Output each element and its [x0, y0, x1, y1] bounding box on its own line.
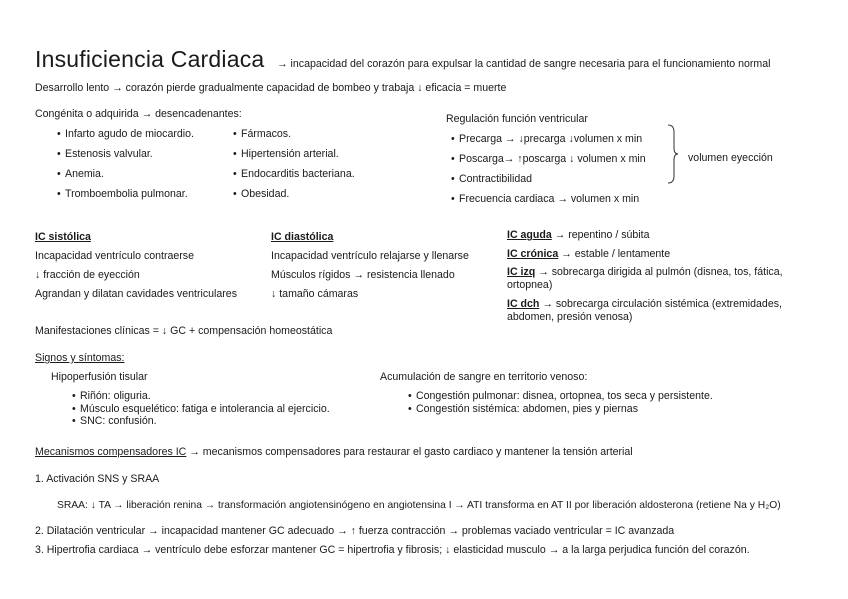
ic-type-desc: → sobrecarga dirigida al pulmón (disnea, tos, fática, ortopnea): [507, 266, 783, 291]
manifestations-line: Manifestaciones clínicas = ↓ GC + compensación homeostática: [35, 325, 333, 337]
causes-list-2: [233, 128, 355, 208]
brace-label: volumen eyección: [688, 152, 773, 164]
list-item: • Congestión pulmonar: disnea, ortopnea, tos seca y persistente.: [408, 390, 713, 403]
list-item: • Endocarditis bacteriana.: [233, 168, 355, 188]
ic-sistolica-line: Agrandan y dilatan cavidades ventriculares: [35, 288, 237, 300]
ic-diastolica-line: Músculos rígidos → resistencia llenado: [271, 269, 455, 281]
mechanisms-heading: [35, 446, 633, 459]
ic-type-desc: → sobrecarga circulación sistémica (extremidades, abdomen, presión venosa): [507, 298, 782, 323]
list-item: • Fármacos.: [233, 128, 355, 148]
list-item: • Frecuencia cardiaca → volumen x min: [451, 193, 646, 213]
ic-sistolica-line: ↓ fracción de eyección: [35, 269, 140, 281]
mechanism-item-3: 3. Hipertrofia cardiaca → ventrículo debe esforzar mantener GC = hipertrofia y fibrosis; ↓ elasticidad musculo → a la larga perjudica función del corazón.: [35, 544, 750, 556]
mechanism-item-1: 1. Activación SNS y SRAA: [35, 473, 160, 485]
mechanisms-title: Mecanismos compensadores IC: [35, 446, 187, 458]
ic-type-term: IC aguda: [507, 229, 552, 241]
ic-diastolica-line: ↓ tamaño cámaras: [271, 288, 359, 300]
ic-type-desc: → repentino / súbita: [551, 229, 650, 241]
mechanisms-desc: → mecanismos compensadores para restaurar el gasto cardiaco y mantener la tensión arterial: [186, 446, 633, 458]
ic-diastolica-title: IC diastólica: [271, 231, 334, 243]
ic-sistolica-title: IC sistólica: [35, 231, 91, 243]
ic-type-term: IC crónica: [507, 248, 559, 260]
ic-type-izq: [507, 266, 825, 292]
development-line: Desarrollo lento → corazón pierde gradualmente capacidad de bombeo y trabaja ↓ eficacia = muerte: [35, 82, 507, 94]
ic-type-term: IC dch: [507, 298, 540, 310]
sraa-line: SRAA: ↓ TA → liberación renina → transformación angiotensinógeno en angiotensina I → ATI transforma en AT II por liberación aldosterona (retiene Na y H₂O): [57, 500, 781, 511]
ic-diastolica-line: Incapacidad ventrículo relajarse y llenarse: [271, 250, 469, 262]
ic-type-dch: [507, 298, 825, 324]
regulation-list: [451, 133, 646, 213]
ic-type-term: IC izq: [507, 266, 536, 278]
hipoperfusion-list: [72, 390, 330, 428]
list-item: • Contractibilidad: [451, 173, 646, 193]
causes-list-1: [57, 128, 194, 208]
ic-type-desc: → estable / lentamente: [558, 248, 671, 260]
list-item: • Estenosis valvular.: [57, 148, 194, 168]
ic-type-cronica: [507, 248, 670, 261]
list-item: • Poscarga→ ↑poscarga ↓ volumen x min: [451, 153, 646, 173]
signs-heading: Signos y síntomas:: [35, 352, 125, 364]
ic-type-aguda: [507, 229, 650, 242]
acumulacion-list: [408, 390, 713, 415]
list-item: • Hipertensión arterial.: [233, 148, 355, 168]
hipoperfusion-title: Hipoperfusión tisular: [51, 371, 148, 383]
regulation-heading: Regulación función ventricular: [446, 113, 588, 125]
definition-text: → incapacidad del corazón para expulsar la cantidad de sangre necesaria para el funcionamiento normal: [277, 58, 771, 70]
mechanism-item-2: 2. Dilatación ventricular → incapacidad mantener GC adecuado → ↑ fuerza contracción → problemas vaciado ventricular = IC avanzada: [35, 525, 675, 537]
list-item: • Congestión sistémica: abdomen, pies y piernas: [408, 403, 713, 416]
acumulacion-title: Acumulación de sangre en territorio venoso:: [380, 371, 588, 383]
page-title: Insuficiencia Cardiaca: [35, 46, 265, 72]
ic-sistolica-line: Incapacidad ventrículo contraerse: [35, 250, 194, 262]
list-item: • Anemia.: [57, 168, 194, 188]
curly-brace-icon: [668, 124, 678, 184]
list-item: • Infarto agudo de miocardio.: [57, 128, 194, 148]
causes-heading: Congénita o adquirida → desencadenantes:: [35, 108, 242, 120]
list-item: • Músculo esquelético: fatiga e intolerancia al ejercicio.: [72, 403, 330, 416]
list-item: • Precarga → ↓precarga ↓volumen x min: [451, 133, 646, 153]
list-item: • Obesidad.: [233, 188, 355, 208]
list-item: • Riñón: oliguria.: [72, 390, 330, 403]
list-item: • SNC: confusión.: [72, 415, 330, 428]
list-item: • Tromboembolia pulmonar.: [57, 188, 194, 208]
